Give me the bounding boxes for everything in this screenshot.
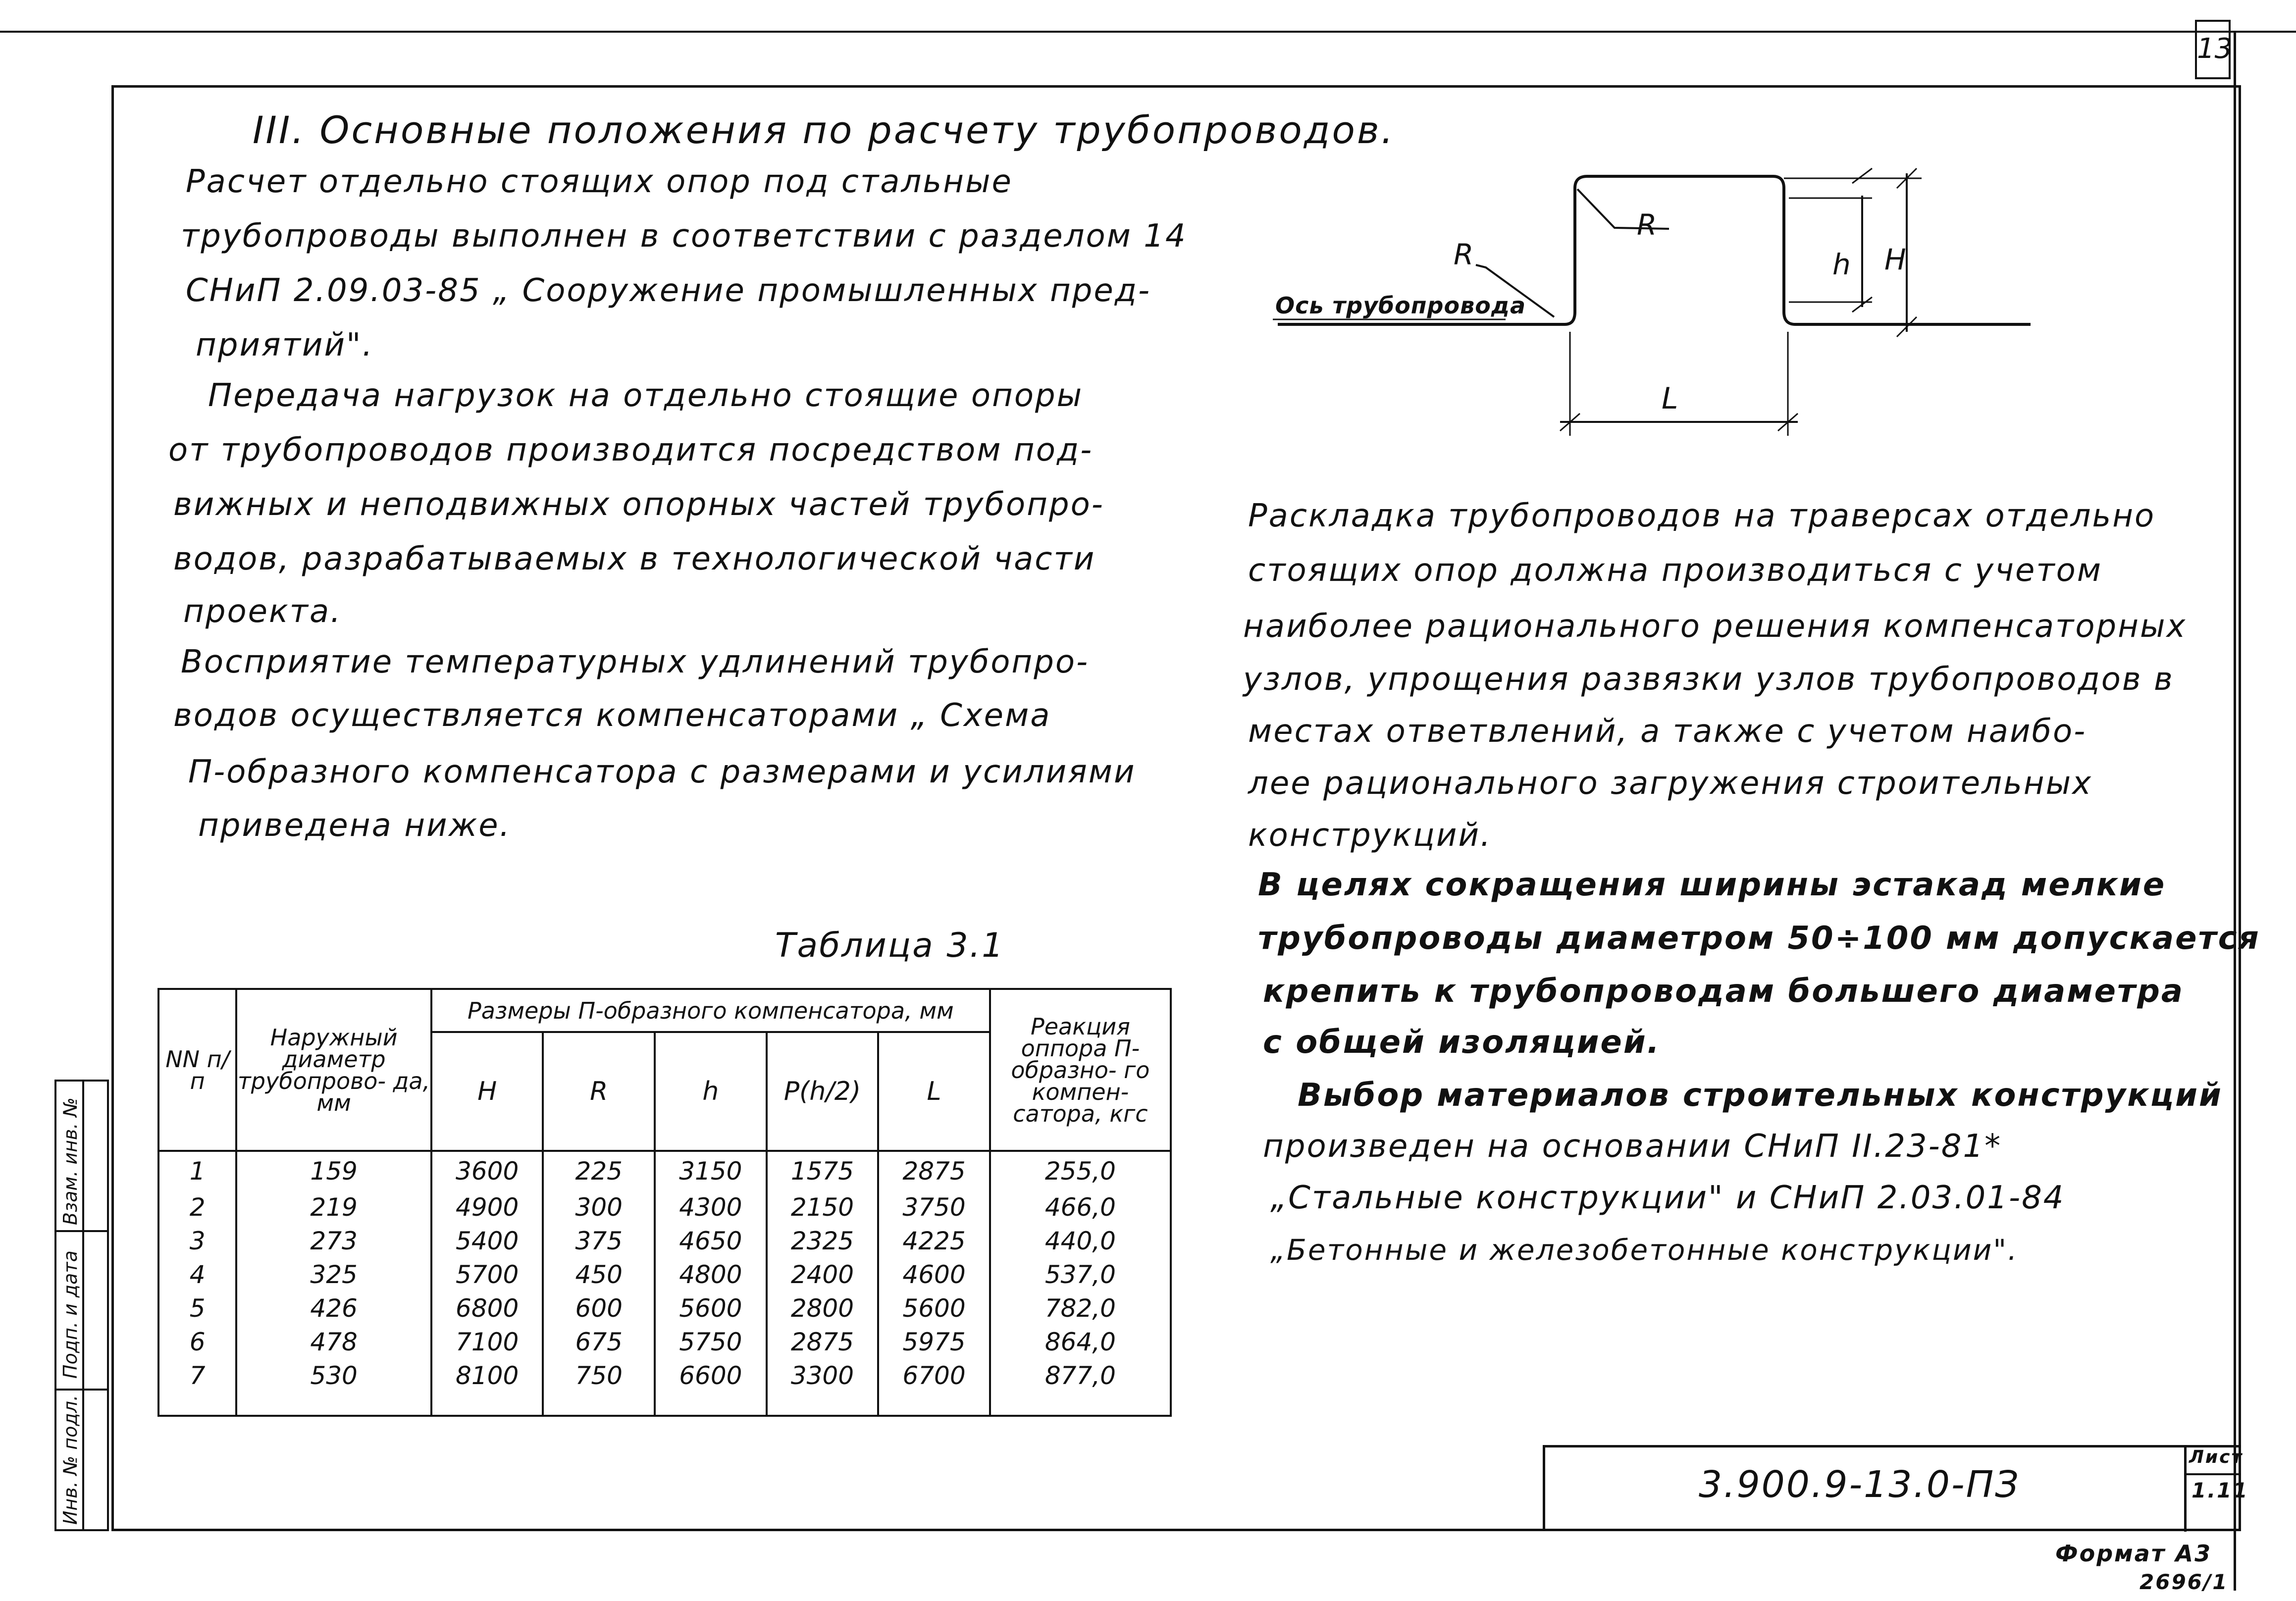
table-filler-cell xyxy=(158,1393,236,1416)
side-stamp xyxy=(54,1080,109,1531)
right-line: узлов, упрощения развязки узлов трубопроводов в xyxy=(1243,661,2174,698)
th-dimensions-group: Размеры П-образного компенсатора, мм xyxy=(431,989,990,1032)
table-filler-row xyxy=(158,1393,1171,1416)
table-cell: 4 xyxy=(158,1258,236,1291)
diagram-label-L: L xyxy=(1662,381,1680,416)
left-line: Расчет отдельно стоящих опор под стальные xyxy=(186,163,1013,200)
table-filler-cell xyxy=(236,1393,431,1416)
th-P: P(h/2) xyxy=(767,1032,879,1151)
archive-number: 2696/1 xyxy=(2139,1570,2229,1594)
table-cell: 300 xyxy=(543,1190,655,1224)
right-line: трубопроводы диаметром 50÷100 мм допускается xyxy=(1258,920,2260,957)
table-cell: 1575 xyxy=(767,1151,879,1190)
table-cell: 2875 xyxy=(767,1325,879,1359)
table-cell: 3150 xyxy=(655,1151,767,1190)
right-line: Раскладка трубопроводов на траверсах отдельно xyxy=(1248,498,2156,534)
document-code: 3.900.9-13.0-ПЗ xyxy=(1699,1463,2020,1506)
table-row xyxy=(158,1325,1171,1359)
table-cell: 325 xyxy=(236,1258,431,1291)
th-R: R xyxy=(543,1032,655,1151)
top-rule xyxy=(0,31,2296,33)
table-filler-cell xyxy=(878,1393,990,1416)
right-line: лее рационального загружения строительных xyxy=(1248,765,2093,802)
table-cell: 537,0 xyxy=(990,1258,1171,1291)
table-caption: Таблица 3.1 xyxy=(775,926,1005,965)
table-cell: 426 xyxy=(236,1291,431,1325)
table-cell: 440,0 xyxy=(990,1224,1171,1258)
table-cell: 877,0 xyxy=(990,1359,1171,1393)
right-line: крепить к трубопроводам большего диаметра xyxy=(1263,973,2185,1010)
table-cell: 4600 xyxy=(878,1258,990,1291)
right-line: с общей изоляцией. xyxy=(1263,1024,1661,1061)
table-cell: 375 xyxy=(543,1224,655,1258)
table-cell: 3600 xyxy=(431,1151,543,1190)
left-line: трубопроводы выполнен в соответствии с разделом 14 xyxy=(181,218,1187,255)
table-cell: 7100 xyxy=(431,1325,543,1359)
table-cell: 5750 xyxy=(655,1325,767,1359)
left-line: водов осуществляется компенсаторами „ Схема xyxy=(173,697,1051,734)
table-cell: 3 xyxy=(158,1224,236,1258)
table-cell: 3300 xyxy=(767,1359,879,1393)
table-cell: 750 xyxy=(543,1359,655,1393)
table-cell: 159 xyxy=(236,1151,431,1190)
table-cell: 4650 xyxy=(655,1224,767,1258)
table-cell: 1 xyxy=(158,1151,236,1190)
table-cell: 478 xyxy=(236,1325,431,1359)
th-L: L xyxy=(878,1032,990,1151)
right-line: „Бетонные и железобетонные конструкции". xyxy=(1270,1233,2019,1267)
table-row xyxy=(158,1258,1171,1291)
table-cell: 864,0 xyxy=(990,1325,1171,1359)
table-row xyxy=(158,1190,1171,1224)
table-row xyxy=(158,1151,1171,1190)
sheet-number: 13 xyxy=(2195,20,2231,79)
left-line: от трубопроводов производится посредством под- xyxy=(168,432,1094,468)
th-h: h xyxy=(655,1032,767,1151)
table-cell: 2325 xyxy=(767,1224,879,1258)
table-cell: 2875 xyxy=(878,1151,990,1190)
table-row xyxy=(158,1224,1171,1258)
th-reaction: Реакция оппора П-образно- го компен- сатора, кгс xyxy=(990,989,1171,1151)
stamp-podp-data: Подп. и дата xyxy=(59,1250,81,1379)
table-cell: 225 xyxy=(543,1151,655,1190)
left-line: проекта. xyxy=(183,593,342,630)
table-row xyxy=(158,1291,1171,1325)
right-line: произведен на основании СНиП II.23-81* xyxy=(1263,1128,2002,1165)
right-line: Выбор материалов строительных конструкций xyxy=(1298,1077,2223,1114)
table-cell: 5975 xyxy=(878,1325,990,1359)
compensator-table xyxy=(157,988,1172,1417)
left-line: СНиП 2.09.03-85 „ Сооружение промышленных пред- xyxy=(186,272,1151,309)
table-row xyxy=(158,1359,1171,1393)
table-cell: 5700 xyxy=(431,1258,543,1291)
sheet-list-label: Лист xyxy=(2189,1447,2244,1467)
table-cell: 2400 xyxy=(767,1258,879,1291)
th-H: H xyxy=(431,1032,543,1151)
right-line: наиболее рационального решения компенсаторных xyxy=(1243,608,2187,645)
table-cell: 273 xyxy=(236,1224,431,1258)
table-cell: 2 xyxy=(158,1190,236,1224)
diagram-label-H: H xyxy=(1884,243,1908,276)
diagram-label-r-inner: R xyxy=(1637,208,1659,242)
table-cell: 5600 xyxy=(655,1291,767,1325)
right-line: стоящих опор должна производиться с учетом xyxy=(1248,552,2103,589)
left-line: П-образного компенсатора с размерами и усилиями xyxy=(188,754,1136,790)
table-filler-cell xyxy=(543,1393,655,1416)
sheet-list-value: 1.11 xyxy=(2192,1478,2249,1502)
th-num: NN п/п xyxy=(158,989,236,1151)
table-cell: 4900 xyxy=(431,1190,543,1224)
table-cell: 2800 xyxy=(767,1291,879,1325)
table-filler-cell xyxy=(431,1393,543,1416)
right-line: „Стальные конструкции" и СНиП 2.03.01-84 xyxy=(1270,1180,2065,1216)
table-cell: 4800 xyxy=(655,1258,767,1291)
table-cell: 2150 xyxy=(767,1190,879,1224)
table-cell: 530 xyxy=(236,1359,431,1393)
table-cell: 466,0 xyxy=(990,1190,1171,1224)
diagram-label-r-outer: R xyxy=(1454,238,1475,271)
table-cell: 7 xyxy=(158,1359,236,1393)
table-cell: 782,0 xyxy=(990,1291,1171,1325)
left-line: вижных и неподвижных опорных частей трубопро- xyxy=(173,486,1104,523)
section-title: III. Основные положения по расчету трубопроводов. xyxy=(253,108,1395,152)
left-line: приведена ниже. xyxy=(198,807,511,844)
table-body xyxy=(158,1151,1171,1416)
table-cell: 8100 xyxy=(431,1359,543,1393)
left-line: Восприятие температурных удлинений трубопро- xyxy=(181,644,1090,680)
right-line: конструкций. xyxy=(1248,817,1492,854)
format-label: Формат А3 xyxy=(2055,1540,2212,1567)
right-line: местах ответвлений, а также с учетом наибо- xyxy=(1248,713,2087,750)
table-cell: 450 xyxy=(543,1258,655,1291)
table-filler-cell xyxy=(655,1393,767,1416)
table-cell: 255,0 xyxy=(990,1151,1171,1190)
table-filler-cell xyxy=(990,1393,1171,1416)
table-cell: 5600 xyxy=(878,1291,990,1325)
table-filler-cell xyxy=(767,1393,879,1416)
left-line: приятий". xyxy=(196,327,374,363)
table-cell: 6600 xyxy=(655,1359,767,1393)
table-cell: 600 xyxy=(543,1291,655,1325)
table-cell: 675 xyxy=(543,1325,655,1359)
table-cell: 219 xyxy=(236,1190,431,1224)
left-line: водов, разрабатываемых в технологической части xyxy=(173,541,1096,577)
table-cell: 6 xyxy=(158,1325,236,1359)
table-cell: 3750 xyxy=(878,1190,990,1224)
th-diameter: Наружный диаметр трубопрово- да, мм xyxy=(236,989,431,1151)
table-cell: 4225 xyxy=(878,1224,990,1258)
left-line: Передача нагрузок на отдельно стоящие опоры xyxy=(208,377,1084,414)
table-cell: 5 xyxy=(158,1291,236,1325)
table-cell: 6800 xyxy=(431,1291,543,1325)
right-line: В целях сокращения ширины эстакад мелкие xyxy=(1258,867,2166,903)
table-cell: 6700 xyxy=(878,1359,990,1393)
diagram-label-h: h xyxy=(1832,248,1852,281)
table-cell: 4300 xyxy=(655,1190,767,1224)
table-cell: 5400 xyxy=(431,1224,543,1258)
stamp-inv-podl: Инв. № подл. xyxy=(59,1394,81,1525)
diagram-axis-label: Ось трубопровода xyxy=(1275,292,1526,319)
stamp-vzam-inv: Взам. инв. № xyxy=(59,1097,81,1225)
